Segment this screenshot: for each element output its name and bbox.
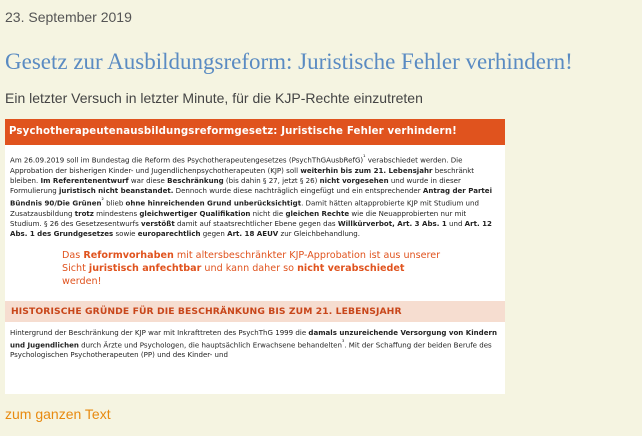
- emphasis: damals unzureichende Versorgung von Kindern und Jugendlichen: [10, 327, 497, 350]
- emphasis: verstößt: [141, 218, 175, 228]
- text-run: zur Gleichbehandlung.: [278, 229, 360, 239]
- text-run: . Mit der Schaffung der beiden Berufe des Psychologischen Psychotherapeuten (PP) und des Kinder- und: [10, 340, 492, 360]
- callout-text: [62, 250, 442, 288]
- text-run: . Damit hätten altapprobierte KJP mit Studium und Zusatzausbildung: [10, 198, 479, 218]
- text-run: wie die Neuapprobierten nur mit Studium. § 26 des Gesetzesentwurfs: [10, 208, 467, 228]
- post-subtitle: Ein letzter Versuch in letzter Minute, für die KJP-Rechte einzutreten: [5, 90, 423, 106]
- text-run: Hintergrund der Beschränkung der KJP war mit Inkrafttreten des PsychThG 1999 die: [10, 327, 309, 337]
- preview-body: [5, 145, 505, 361]
- text-run: verabschiedet werden. Die Approbation der bisherigen Kinder- und Jugendlichenpsychotherapeuten (KJP) soll: [10, 155, 463, 175]
- read-more-link[interactable]: zum ganzen Text: [5, 406, 111, 422]
- post-date: 23. September 2019: [5, 9, 132, 25]
- footnote-mark: ²: [101, 198, 104, 205]
- intro-paragraph: [10, 153, 500, 239]
- text-run: nicht die: [250, 208, 286, 218]
- section-header: HISTORISCHE GRÜNDE FÜR DIE BESCHRÄNKUNG BIS ZUM 21. LEBENSJAHR: [5, 301, 505, 322]
- emphasis: europarechtlich: [137, 229, 201, 239]
- text-run: Am 26.09.2019 soll im Bundestag die Reform des Psychotherapeutengesetzes (PsychThGAusbRefG): [10, 155, 364, 165]
- text-run: war diese: [128, 175, 168, 185]
- text-run: mit altersbeschränkter KJP-Approbation ist aus unserer Sicht: [62, 250, 441, 275]
- text-run: und: [446, 218, 465, 228]
- emphasis: juristisch anfechtbar: [88, 263, 202, 275]
- text-run: (bis dahin § 27, jetzt § 26): [223, 175, 320, 185]
- post-title-link[interactable]: Gesetz zur Ausbildungsreform: Juristische Fehler verhindern!: [5, 49, 573, 74]
- emphasis: ohne hinreichenden Grund unberücksichtigt: [125, 198, 302, 208]
- history-paragraph: [10, 328, 500, 361]
- text-run: durch Ärzte und Psychologen, die hauptsächlich Erwachsene behandelten: [78, 340, 342, 350]
- text-run: beschränkt bleiben.: [10, 165, 475, 185]
- text-run: Dennoch wurde diese nachträglich eingefügt und ein entsprechender: [173, 185, 423, 195]
- footnote-mark: ¹: [363, 155, 366, 161]
- emphasis: trotz: [74, 208, 94, 218]
- emphasis: nicht vorgesehen: [319, 175, 389, 185]
- emphasis: Antrag der Partei Bündnis 90/Die Grünen: [10, 185, 492, 208]
- emphasis: Art. 18 AEUV: [227, 229, 279, 239]
- preview-header: Psychotherapeutenausbildungsreformgesetz: Juristische Fehler verhindern!: [5, 119, 505, 145]
- text-run: gegen: [200, 229, 228, 239]
- text-run: werden!: [62, 275, 102, 287]
- text-run: mindestens: [93, 208, 140, 218]
- text-run: blieb: [103, 198, 126, 208]
- text-run: und kann daher so: [201, 263, 298, 275]
- emphasis: juristisch nicht beanstandet.: [59, 185, 174, 195]
- emphasis: gleichen Rechte: [285, 208, 350, 218]
- footnote-mark: ³: [341, 339, 345, 346]
- emphasis: Reformvorhaben: [83, 250, 174, 262]
- emphasis: gleichwertiger Qualifikation: [139, 208, 251, 218]
- emphasis: weiterhin bis zum 21. Lebensjahr: [300, 165, 433, 175]
- text-run: sowie: [113, 229, 138, 239]
- text-run: damit auf staatsrechtlicher Ebene gegen das: [174, 218, 338, 228]
- emphasis: Beschränkung: [167, 175, 224, 185]
- emphasis: Art. 12 Abs. 1 des Grundgesetzes: [10, 218, 492, 239]
- emphasis: Willkürverbot, Art. 3 Abs. 1: [337, 218, 447, 228]
- text-run: und wurde in dieser Formulierung: [10, 175, 461, 195]
- emphasis: Im Referentenentwurf: [40, 175, 129, 185]
- article-preview-image[interactable]: [5, 119, 505, 394]
- emphasis: nicht verabschiedet: [297, 263, 405, 275]
- text-run: Das: [62, 250, 84, 262]
